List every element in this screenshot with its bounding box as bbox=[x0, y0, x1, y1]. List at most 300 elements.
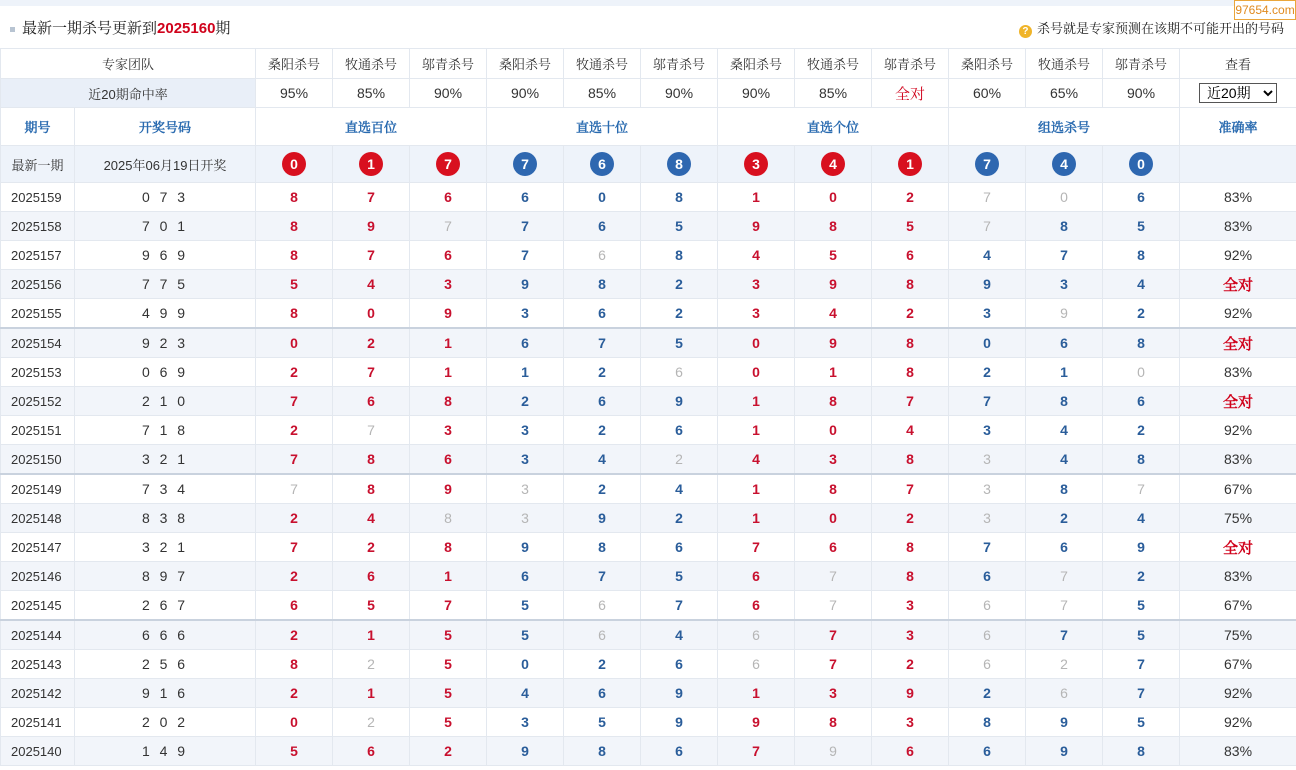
draw-cell: 4 9 9 bbox=[75, 299, 256, 329]
table-row bbox=[1, 241, 1296, 270]
kill-cell: 4 bbox=[641, 474, 718, 504]
kill-cell: 6 bbox=[641, 650, 718, 679]
kill-cell: 3 bbox=[949, 416, 1026, 445]
kill-cell: 8 bbox=[1026, 387, 1103, 416]
kill-cell: 7 bbox=[949, 533, 1026, 562]
title-suffix: 期 bbox=[215, 20, 231, 37]
kill-cell: 3 bbox=[487, 708, 564, 737]
draw-cell: 0 7 3 bbox=[75, 183, 256, 212]
kill-cell: 7 bbox=[256, 474, 333, 504]
expert-header: 牧通杀号 bbox=[333, 49, 410, 79]
kill-cell: 8 bbox=[795, 708, 872, 737]
table-row bbox=[1, 650, 1296, 679]
kill-cell: 2 bbox=[256, 679, 333, 708]
hit-rate: 90% bbox=[487, 79, 564, 108]
latest-ball-cell bbox=[1026, 146, 1103, 183]
draw-cell: 3 2 1 bbox=[75, 533, 256, 562]
kill-cell: 7 bbox=[333, 241, 410, 270]
issue-cell: 2025142 bbox=[1, 679, 75, 708]
kill-cell: 2 bbox=[564, 650, 641, 679]
kill-cell: 8 bbox=[872, 562, 949, 591]
accuracy-cell: 全对 bbox=[1180, 270, 1296, 299]
kill-cell: 1 bbox=[333, 620, 410, 650]
kill-cell: 6 bbox=[410, 183, 487, 212]
accuracy-cell: 67% bbox=[1180, 650, 1296, 679]
latest-ball-cell bbox=[1103, 146, 1180, 183]
expert-header: 牧通杀号 bbox=[564, 49, 641, 79]
kill-cell: 0 bbox=[795, 504, 872, 533]
kill-cell: 8 bbox=[1103, 328, 1180, 358]
issue-cell: 2025140 bbox=[1, 737, 75, 766]
view-label: 查看 bbox=[1180, 49, 1296, 79]
issue-cell: 2025147 bbox=[1, 533, 75, 562]
accuracy-cell: 92% bbox=[1180, 299, 1296, 329]
kill-cell: 2 bbox=[256, 416, 333, 445]
kill-cell: 1 bbox=[410, 562, 487, 591]
kill-cell: 3 bbox=[949, 299, 1026, 329]
kill-cell: 6 bbox=[718, 591, 795, 621]
kill-cell: 7 bbox=[410, 591, 487, 621]
kill-cell: 7 bbox=[1103, 650, 1180, 679]
kill-cell: 9 bbox=[487, 533, 564, 562]
issue-cell: 2025156 bbox=[1, 270, 75, 299]
period-select[interactable] bbox=[1199, 83, 1277, 103]
kill-cell: 6 bbox=[487, 328, 564, 358]
draw-cell: 8 3 8 bbox=[75, 504, 256, 533]
number-ball: 7 bbox=[436, 152, 460, 176]
kill-cell: 1 bbox=[718, 504, 795, 533]
kill-cell: 8 bbox=[410, 387, 487, 416]
kill-cell: 8 bbox=[795, 474, 872, 504]
kill-cell: 8 bbox=[256, 299, 333, 329]
kill-cell: 2 bbox=[872, 183, 949, 212]
kill-cell: 2 bbox=[1103, 299, 1180, 329]
kill-cell: 0 bbox=[256, 328, 333, 358]
kill-cell: 7 bbox=[487, 241, 564, 270]
kill-cell: 5 bbox=[487, 591, 564, 621]
table-row bbox=[1, 591, 1296, 621]
number-ball: 7 bbox=[513, 152, 537, 176]
kill-cell: 0 bbox=[1103, 358, 1180, 387]
draw-cell: 9 6 9 bbox=[75, 241, 256, 270]
kill-cell: 8 bbox=[256, 183, 333, 212]
number-ball: 7 bbox=[975, 152, 999, 176]
latest-ball-cell bbox=[410, 146, 487, 183]
kill-cell: 3 bbox=[872, 708, 949, 737]
table-row bbox=[1, 504, 1296, 533]
kill-cell: 8 bbox=[256, 212, 333, 241]
kill-cell: 6 bbox=[718, 562, 795, 591]
kill-cell: 2 bbox=[333, 328, 410, 358]
kill-cell: 7 bbox=[795, 650, 872, 679]
kill-cell: 8 bbox=[333, 445, 410, 475]
latest-ball-cell bbox=[949, 146, 1026, 183]
group-header-hundreds: 直选百位 bbox=[256, 108, 487, 146]
kill-cell: 3 bbox=[410, 270, 487, 299]
latest-label: 最新一期 bbox=[1, 146, 75, 183]
kill-cell: 7 bbox=[1103, 679, 1180, 708]
latest-ball-cell bbox=[718, 146, 795, 183]
kill-cell: 5 bbox=[564, 708, 641, 737]
kill-cell: 6 bbox=[949, 591, 1026, 621]
kill-cell: 4 bbox=[1103, 270, 1180, 299]
hit-rate: 90% bbox=[718, 79, 795, 108]
kill-cell: 2 bbox=[641, 445, 718, 475]
number-ball: 6 bbox=[590, 152, 614, 176]
draw-cell: 0 6 9 bbox=[75, 358, 256, 387]
kill-cell: 5 bbox=[410, 620, 487, 650]
draw-cell: 7 0 1 bbox=[75, 212, 256, 241]
kill-cell: 6 bbox=[641, 416, 718, 445]
kill-cell: 7 bbox=[256, 445, 333, 475]
kill-cell: 6 bbox=[564, 387, 641, 416]
kill-cell: 9 bbox=[1026, 708, 1103, 737]
issue-cell: 2025155 bbox=[1, 299, 75, 329]
latest-ball-cell bbox=[872, 146, 949, 183]
kill-cell: 6 bbox=[256, 591, 333, 621]
kill-cell: 3 bbox=[1026, 270, 1103, 299]
latest-row bbox=[1, 146, 1296, 183]
kill-cell: 9 bbox=[641, 387, 718, 416]
kill-cell: 0 bbox=[333, 299, 410, 329]
kill-cell: 6 bbox=[641, 533, 718, 562]
table-row bbox=[1, 474, 1296, 504]
latest-date: 2025年06月19日开奖 bbox=[75, 146, 256, 183]
kill-cell: 6 bbox=[949, 650, 1026, 679]
kill-cell: 3 bbox=[718, 299, 795, 329]
kill-cell: 1 bbox=[487, 358, 564, 387]
kill-cell: 8 bbox=[564, 737, 641, 766]
kill-cell: 4 bbox=[487, 679, 564, 708]
accuracy-cell: 92% bbox=[1180, 708, 1296, 737]
kill-cell: 8 bbox=[1103, 241, 1180, 270]
table-row bbox=[1, 445, 1296, 475]
kill-cell: 7 bbox=[949, 387, 1026, 416]
kill-cell: 1 bbox=[410, 358, 487, 387]
kill-cell: 8 bbox=[949, 708, 1026, 737]
kill-cell: 8 bbox=[1103, 445, 1180, 475]
kill-cell: 8 bbox=[333, 474, 410, 504]
accuracy-header: 准确率 bbox=[1180, 108, 1296, 146]
kill-cell: 5 bbox=[487, 620, 564, 650]
issue-cell: 2025151 bbox=[1, 416, 75, 445]
kill-cell: 6 bbox=[564, 299, 641, 329]
issue-cell: 2025148 bbox=[1, 504, 75, 533]
kill-cell: 9 bbox=[718, 212, 795, 241]
kill-cell: 7 bbox=[333, 358, 410, 387]
number-ball: 3 bbox=[744, 152, 768, 176]
draw-cell: 2 0 2 bbox=[75, 708, 256, 737]
kill-cell: 7 bbox=[256, 387, 333, 416]
accuracy-cell: 83% bbox=[1180, 212, 1296, 241]
kill-cell: 2 bbox=[256, 504, 333, 533]
kill-cell: 4 bbox=[718, 445, 795, 475]
kill-cell: 9 bbox=[872, 679, 949, 708]
accuracy-cell: 92% bbox=[1180, 416, 1296, 445]
kill-cell: 5 bbox=[1103, 620, 1180, 650]
kill-cell: 1 bbox=[1026, 358, 1103, 387]
kill-cell: 2 bbox=[564, 474, 641, 504]
kill-cell: 7 bbox=[795, 591, 872, 621]
kill-cell: 3 bbox=[487, 299, 564, 329]
kill-cell: 7 bbox=[564, 328, 641, 358]
table-row bbox=[1, 416, 1296, 445]
issue-cell: 2025154 bbox=[1, 328, 75, 358]
number-ball: 4 bbox=[1052, 152, 1076, 176]
kill-cell: 8 bbox=[1026, 212, 1103, 241]
kill-cell: 3 bbox=[949, 504, 1026, 533]
page-header bbox=[0, 6, 1296, 49]
kill-cell: 1 bbox=[795, 358, 872, 387]
table-row bbox=[1, 708, 1296, 737]
kill-cell: 5 bbox=[410, 708, 487, 737]
draw-cell: 9 1 6 bbox=[75, 679, 256, 708]
table-row bbox=[1, 270, 1296, 299]
table-row bbox=[1, 387, 1296, 416]
kill-cell: 2 bbox=[333, 650, 410, 679]
kill-cell: 9 bbox=[718, 708, 795, 737]
issue-cell: 2025144 bbox=[1, 620, 75, 650]
kill-cell: 7 bbox=[410, 212, 487, 241]
table-row bbox=[1, 679, 1296, 708]
kill-cell: 7 bbox=[718, 737, 795, 766]
kill-cell: 7 bbox=[256, 533, 333, 562]
watermark: 97654.com bbox=[1234, 0, 1296, 20]
kill-cell: 8 bbox=[641, 183, 718, 212]
kill-cell: 4 bbox=[795, 299, 872, 329]
issue-header: 期号 bbox=[1, 108, 75, 146]
accuracy-cell: 83% bbox=[1180, 183, 1296, 212]
draw-cell: 2 1 0 bbox=[75, 387, 256, 416]
kill-cell: 9 bbox=[641, 679, 718, 708]
kill-cell: 6 bbox=[795, 533, 872, 562]
kill-cell: 6 bbox=[333, 387, 410, 416]
kill-cell: 2 bbox=[641, 299, 718, 329]
hit-rate: 全对 bbox=[872, 79, 949, 108]
issue-cell: 2025149 bbox=[1, 474, 75, 504]
kill-cell: 8 bbox=[872, 533, 949, 562]
kill-cell: 6 bbox=[949, 562, 1026, 591]
kill-cell: 1 bbox=[410, 328, 487, 358]
draw-cell: 7 1 8 bbox=[75, 416, 256, 445]
kill-cell: 7 bbox=[718, 533, 795, 562]
draw-cell: 8 9 7 bbox=[75, 562, 256, 591]
kill-cell: 0 bbox=[487, 650, 564, 679]
kill-cell: 8 bbox=[1026, 474, 1103, 504]
kill-cell: 6 bbox=[333, 737, 410, 766]
expert-header: 邬青杀号 bbox=[410, 49, 487, 79]
page-title bbox=[10, 17, 230, 38]
tip bbox=[1019, 18, 1284, 38]
kill-cell: 7 bbox=[1026, 620, 1103, 650]
draw-cell: 9 2 3 bbox=[75, 328, 256, 358]
kill-cell: 8 bbox=[872, 445, 949, 475]
kill-cell: 8 bbox=[410, 504, 487, 533]
kill-cell: 9 bbox=[410, 474, 487, 504]
title-period: 2025160 bbox=[157, 20, 216, 37]
draw-header: 开奖号码 bbox=[75, 108, 256, 146]
expert-header: 桑阳杀号 bbox=[487, 49, 564, 79]
issue-cell: 2025150 bbox=[1, 445, 75, 475]
hit-rate: 90% bbox=[410, 79, 487, 108]
draw-cell: 7 7 5 bbox=[75, 270, 256, 299]
kill-cell: 2 bbox=[872, 504, 949, 533]
bullet-icon bbox=[10, 27, 15, 32]
accuracy-cell: 67% bbox=[1180, 591, 1296, 621]
kill-cell: 5 bbox=[1103, 212, 1180, 241]
kill-cell: 0 bbox=[795, 416, 872, 445]
expert-header: 邬青杀号 bbox=[1103, 49, 1180, 79]
kill-cell: 8 bbox=[256, 650, 333, 679]
issue-cell: 2025159 bbox=[1, 183, 75, 212]
kill-cell: 6 bbox=[718, 620, 795, 650]
hit-rate: 95% bbox=[256, 79, 333, 108]
kill-cell: 5 bbox=[795, 241, 872, 270]
accuracy-cell: 92% bbox=[1180, 679, 1296, 708]
kill-cell: 4 bbox=[333, 270, 410, 299]
accuracy-cell: 83% bbox=[1180, 358, 1296, 387]
hit-rate: 85% bbox=[333, 79, 410, 108]
table-row bbox=[1, 183, 1296, 212]
accuracy-cell: 全对 bbox=[1180, 328, 1296, 358]
accuracy-cell: 83% bbox=[1180, 445, 1296, 475]
accuracy-cell: 67% bbox=[1180, 474, 1296, 504]
table-row bbox=[1, 358, 1296, 387]
latest-ball-cell bbox=[487, 146, 564, 183]
kill-cell: 8 bbox=[564, 533, 641, 562]
kill-cell: 6 bbox=[487, 562, 564, 591]
kill-cell: 2 bbox=[1103, 416, 1180, 445]
kill-cell: 1 bbox=[333, 679, 410, 708]
kill-cell: 4 bbox=[718, 241, 795, 270]
kill-cell: 4 bbox=[641, 620, 718, 650]
kill-cell: 9 bbox=[949, 270, 1026, 299]
kill-cell: 6 bbox=[564, 620, 641, 650]
kill-cell: 4 bbox=[1103, 504, 1180, 533]
kill-cell: 8 bbox=[872, 270, 949, 299]
table-row bbox=[1, 299, 1296, 329]
kill-cell: 0 bbox=[1026, 183, 1103, 212]
kill-cell: 8 bbox=[410, 533, 487, 562]
kill-cell: 1 bbox=[718, 183, 795, 212]
kill-cell: 5 bbox=[641, 562, 718, 591]
issue-cell: 2025141 bbox=[1, 708, 75, 737]
hit-rate: 65% bbox=[1026, 79, 1103, 108]
kill-cell: 3 bbox=[795, 445, 872, 475]
kill-cell: 5 bbox=[333, 591, 410, 621]
kill-cell: 2 bbox=[256, 358, 333, 387]
hit-rate: 90% bbox=[641, 79, 718, 108]
group-header-combo: 组选杀号 bbox=[949, 108, 1180, 146]
number-ball: 1 bbox=[898, 152, 922, 176]
kill-cell: 2 bbox=[1026, 504, 1103, 533]
kill-cell: 2 bbox=[410, 737, 487, 766]
kill-cell: 6 bbox=[1103, 387, 1180, 416]
kill-cell: 7 bbox=[641, 591, 718, 621]
table-row bbox=[1, 328, 1296, 358]
kill-cell: 3 bbox=[872, 620, 949, 650]
kill-cell: 5 bbox=[872, 212, 949, 241]
kill-cell: 6 bbox=[718, 650, 795, 679]
kill-cell: 8 bbox=[641, 241, 718, 270]
kill-cell: 9 bbox=[487, 270, 564, 299]
draw-cell: 6 6 6 bbox=[75, 620, 256, 650]
draw-cell: 7 3 4 bbox=[75, 474, 256, 504]
kill-cell: 9 bbox=[1103, 533, 1180, 562]
kill-cell: 2 bbox=[1103, 562, 1180, 591]
expert-header: 桑阳杀号 bbox=[718, 49, 795, 79]
kill-cell: 7 bbox=[795, 620, 872, 650]
kill-cell: 2 bbox=[872, 299, 949, 329]
kill-cell: 8 bbox=[872, 358, 949, 387]
kill-cell: 2 bbox=[564, 416, 641, 445]
hit-rate-label: 近20期命中率 bbox=[1, 79, 256, 108]
hit-rate: 85% bbox=[795, 79, 872, 108]
hit-rate: 90% bbox=[1103, 79, 1180, 108]
kill-cell: 2 bbox=[1026, 650, 1103, 679]
kill-cell: 7 bbox=[487, 212, 564, 241]
kill-cell: 2 bbox=[333, 533, 410, 562]
expert-header: 桑阳杀号 bbox=[949, 49, 1026, 79]
kill-cell: 2 bbox=[872, 650, 949, 679]
kill-cell: 6 bbox=[641, 358, 718, 387]
kill-cell: 2 bbox=[949, 358, 1026, 387]
kill-cell: 8 bbox=[795, 212, 872, 241]
kill-cell: 2 bbox=[564, 358, 641, 387]
kill-cell: 6 bbox=[564, 241, 641, 270]
kill-cell: 9 bbox=[410, 299, 487, 329]
kill-cell: 3 bbox=[487, 416, 564, 445]
hit-rate: 60% bbox=[949, 79, 1026, 108]
kill-cell: 6 bbox=[641, 737, 718, 766]
draw-cell: 2 6 7 bbox=[75, 591, 256, 621]
kill-cell: 6 bbox=[872, 737, 949, 766]
issue-cell: 2025152 bbox=[1, 387, 75, 416]
kill-cell: 9 bbox=[795, 328, 872, 358]
kill-cell: 0 bbox=[564, 183, 641, 212]
kill-cell: 8 bbox=[256, 241, 333, 270]
kill-cell: 5 bbox=[1103, 708, 1180, 737]
kill-cell: 6 bbox=[949, 737, 1026, 766]
latest-empty-cell bbox=[1180, 146, 1296, 183]
kill-cell: 5 bbox=[256, 737, 333, 766]
kill-cell: 9 bbox=[1026, 299, 1103, 329]
kill-cell: 4 bbox=[949, 241, 1026, 270]
kill-cell: 5 bbox=[410, 679, 487, 708]
kill-cell: 2 bbox=[256, 562, 333, 591]
kill-cell: 3 bbox=[949, 445, 1026, 475]
kill-cell: 1 bbox=[718, 416, 795, 445]
accuracy-cell: 75% bbox=[1180, 504, 1296, 533]
kill-cell: 7 bbox=[564, 562, 641, 591]
kill-cell: 6 bbox=[410, 241, 487, 270]
kill-cell: 3 bbox=[487, 504, 564, 533]
group-header-units: 直选个位 bbox=[718, 108, 949, 146]
kill-cell: 7 bbox=[1026, 562, 1103, 591]
table-row bbox=[1, 620, 1296, 650]
kill-cell: 4 bbox=[872, 416, 949, 445]
kill-cell: 2 bbox=[256, 620, 333, 650]
issue-cell: 2025158 bbox=[1, 212, 75, 241]
experts-row bbox=[1, 49, 1296, 79]
kill-cell: 8 bbox=[564, 270, 641, 299]
kill-cell: 7 bbox=[333, 183, 410, 212]
kill-cell: 6 bbox=[487, 183, 564, 212]
draw-cell: 3 2 1 bbox=[75, 445, 256, 475]
kill-cell: 5 bbox=[410, 650, 487, 679]
kill-cell: 9 bbox=[641, 708, 718, 737]
kill-cell: 7 bbox=[872, 387, 949, 416]
